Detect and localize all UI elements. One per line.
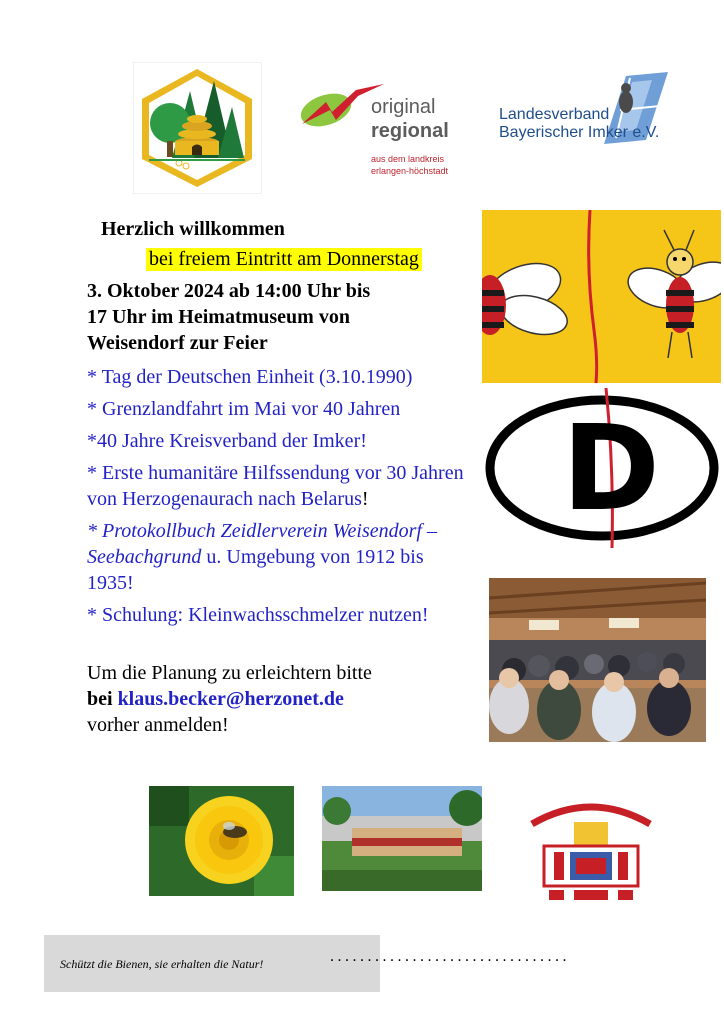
footer-slogan: Schützt die Bienen, sie erhalten die Natur! xyxy=(60,957,264,971)
registration-line2 xyxy=(87,686,477,712)
beekeeper-club-logo xyxy=(133,62,262,194)
registration-email-link[interactable]: klaus.becker@herzonet.de xyxy=(117,688,344,710)
festival-emblem xyxy=(504,786,678,918)
free-entry-highlight: bei freiem Eintritt am Donnerstag xyxy=(146,248,422,271)
registration-prefix: bei xyxy=(87,688,118,710)
landesverband-line2: Bayerischer Imker e.V. xyxy=(499,124,660,141)
registration-block xyxy=(87,660,477,738)
event-date-line1: 3. Oktober 2024 ab 14:00 Uhr bis xyxy=(87,280,371,302)
bullet-humanitarian-aid-excl: ! xyxy=(361,488,369,510)
bullet-protocol-book-rest: u. Umgebung von 1912 bis 1935! xyxy=(87,546,424,594)
bullet-unity-day: * Tag der Deutschen Einheit (3.10.1990) xyxy=(87,366,413,388)
d-sign-photo xyxy=(484,388,721,548)
original-regional-sub1: aus dem landkreis xyxy=(371,154,445,164)
event-date-line3: Weisendorf zur Feier xyxy=(87,332,268,354)
bee-fabric-photo xyxy=(482,210,721,383)
greeting-heading: Herzlich willkommen xyxy=(101,218,285,240)
group-photo xyxy=(322,786,482,891)
bullet-protocol-book-italic: * Protokollbuch Zeidlerverein Weisendorf – Seebachgrund xyxy=(87,520,437,568)
event-date-line2: 17 Uhr im Heimatmuseum von xyxy=(87,306,350,328)
bullet-protocol-book xyxy=(87,518,467,596)
bullet-border-trip: * Grenzlandfahrt im Mai vor 40 Jahren xyxy=(87,398,401,420)
bullet-humanitarian-aid-text: * Erste humanitäre Hilfssendung vor 30 Jahren von Herzogenaurach nach Belarus xyxy=(87,462,464,510)
event-hall-photo xyxy=(489,578,706,742)
dandelion-bee-photo xyxy=(149,786,294,896)
bullet-humanitarian-aid xyxy=(87,460,467,512)
original-regional-logo xyxy=(296,78,466,178)
original-regional-sub2: erlangen-höchstadt xyxy=(371,166,449,176)
d-letter: D xyxy=(562,399,660,537)
original-regional-word2: regional xyxy=(371,120,449,142)
bullet-district-association: *40 Jahre Kreisverband der Imker! xyxy=(87,430,367,452)
signature-dotted-line: ................................ xyxy=(330,948,570,965)
bullet-training: * Schulung: Kleinwachsschmelzer nutzen! xyxy=(87,604,429,626)
landesverband-line1: Landesverband xyxy=(499,106,610,123)
registration-line3: vorher anmelden! xyxy=(87,714,229,736)
landesverband-logo xyxy=(494,72,674,152)
registration-line1: Um die Planung zu erleichtern bitte xyxy=(87,662,372,684)
original-regional-word1: original xyxy=(371,96,436,118)
